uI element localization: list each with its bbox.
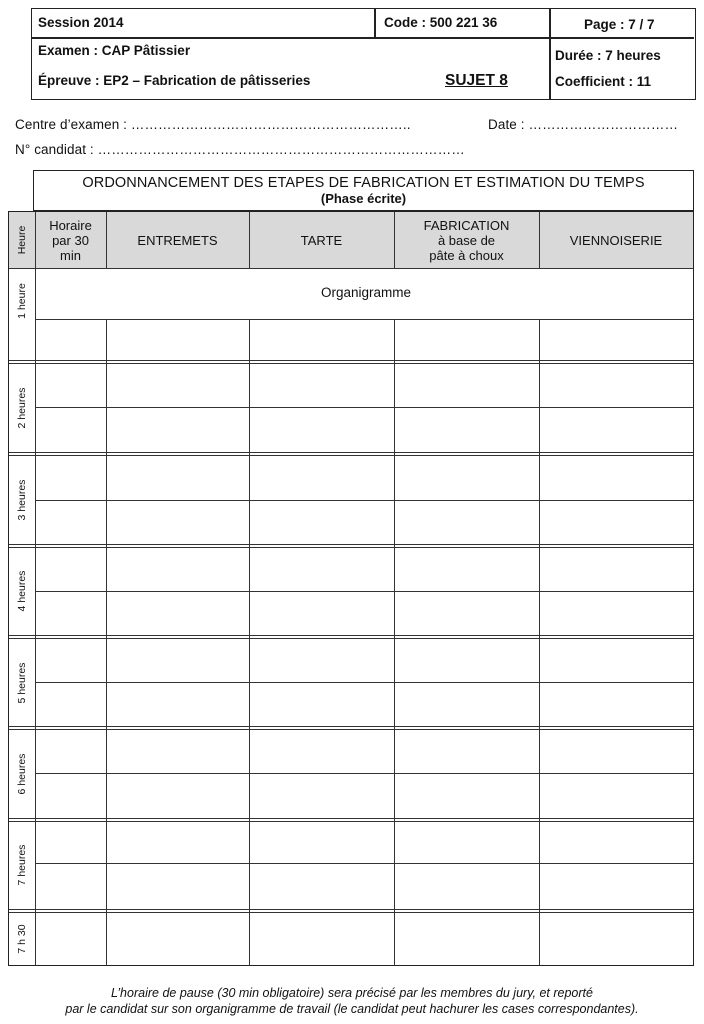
header-divider [374, 9, 376, 37]
horaire-line: par 30 [52, 232, 89, 248]
col-divider [539, 319, 540, 965]
organigramme-label: Organigramme [321, 285, 412, 300]
centre-examen-field: Centre d’examen : …………………………………………………….. [15, 117, 411, 132]
half-hour-rule [35, 682, 693, 683]
col-divider [394, 319, 395, 965]
col-divider [106, 319, 107, 965]
hour-separator [9, 818, 693, 822]
half-hour-rule [35, 500, 693, 501]
code-label: Code : 500 221 36 [384, 15, 498, 30]
half-hour-rule [35, 863, 693, 864]
half-hour-rule [35, 407, 693, 408]
col-head-fabrication [394, 212, 539, 268]
col-divider [106, 212, 107, 268]
sujet-label: SUJET 8 [445, 72, 508, 89]
col-divider [249, 319, 250, 965]
col-head-entremets [106, 212, 249, 268]
header-divider [549, 9, 551, 99]
footer-note-line2: par le candidat sur son organigramme de travail (le candidat peut hachurer les cases correspondantes). [65, 1002, 639, 1016]
entremets-label: ENTREMETS [137, 232, 218, 248]
hour-label-7: 7 heures [16, 844, 28, 886]
horaire-line: Horaire [49, 217, 92, 233]
epreuve-label: Épreuve : EP2 – Fabrication de pâtisseries [38, 73, 311, 88]
half-hour-rule [35, 773, 693, 774]
col-head-horaire [35, 212, 106, 268]
col-divider [394, 212, 395, 268]
hour-separator [9, 635, 693, 639]
viennoiserie-label: VIENNOISERIE [569, 232, 663, 248]
exam-header [31, 8, 696, 100]
fabrication-line: pâte à choux [429, 247, 504, 263]
col-heure-label: Heure [16, 225, 28, 255]
hour-separator [9, 909, 693, 913]
col-divider [35, 212, 36, 965]
hour-separator [9, 452, 693, 456]
organigramme-rule [35, 319, 693, 320]
hour-label-2: 2 heures [16, 387, 28, 429]
duree-label: Durée : 7 heures [555, 48, 661, 63]
header-rule [9, 268, 693, 269]
table-title: ORDONNANCEMENT DES ETAPES DE FABRICATION ET ESTIMATION DU TEMPS [82, 175, 645, 191]
examen-label: Examen : CAP Pâtissier [38, 43, 191, 58]
col-head-tarte [249, 212, 394, 268]
hour-label-4: 4 heures [16, 570, 28, 612]
hour-separator [9, 544, 693, 548]
page-label: Page : 7 / 7 [584, 17, 655, 32]
header-divider [32, 37, 694, 39]
col-head-viennoiserie [539, 212, 693, 268]
col-divider [249, 212, 250, 268]
footer-note-line1: L’horaire de pause (30 min obligatoire) sera précisé par les membres du jury, et reporté [111, 986, 593, 1000]
table-subtitle: (Phase écrite) [320, 191, 407, 206]
schedule-table [8, 211, 694, 966]
session-label: Session 2014 [38, 15, 124, 30]
hour-separator [9, 360, 693, 364]
hour-label-1: 1 heure [16, 283, 28, 319]
table-title-box [33, 170, 694, 211]
hour-label-3: 3 heures [16, 479, 28, 521]
coefficient-label: Coefficient : 11 [555, 74, 652, 89]
fabrication-line: FABRICATION [423, 217, 510, 233]
horaire-line: min [60, 247, 81, 263]
col-divider [539, 212, 540, 268]
hour-label-6: 6 heures [16, 753, 28, 795]
half-hour-rule [35, 591, 693, 592]
hour-separator [9, 726, 693, 730]
hour-label-5: 5 heures [16, 662, 28, 704]
hour-label-7h30: 7 h 30 [16, 924, 28, 954]
fabrication-line: à base de [437, 232, 496, 248]
tarte-label: TARTE [300, 232, 343, 248]
numero-candidat-field: N° candidat : ……………………………………………………………………… [15, 142, 465, 157]
date-field: Date : …………………………… [488, 117, 679, 132]
